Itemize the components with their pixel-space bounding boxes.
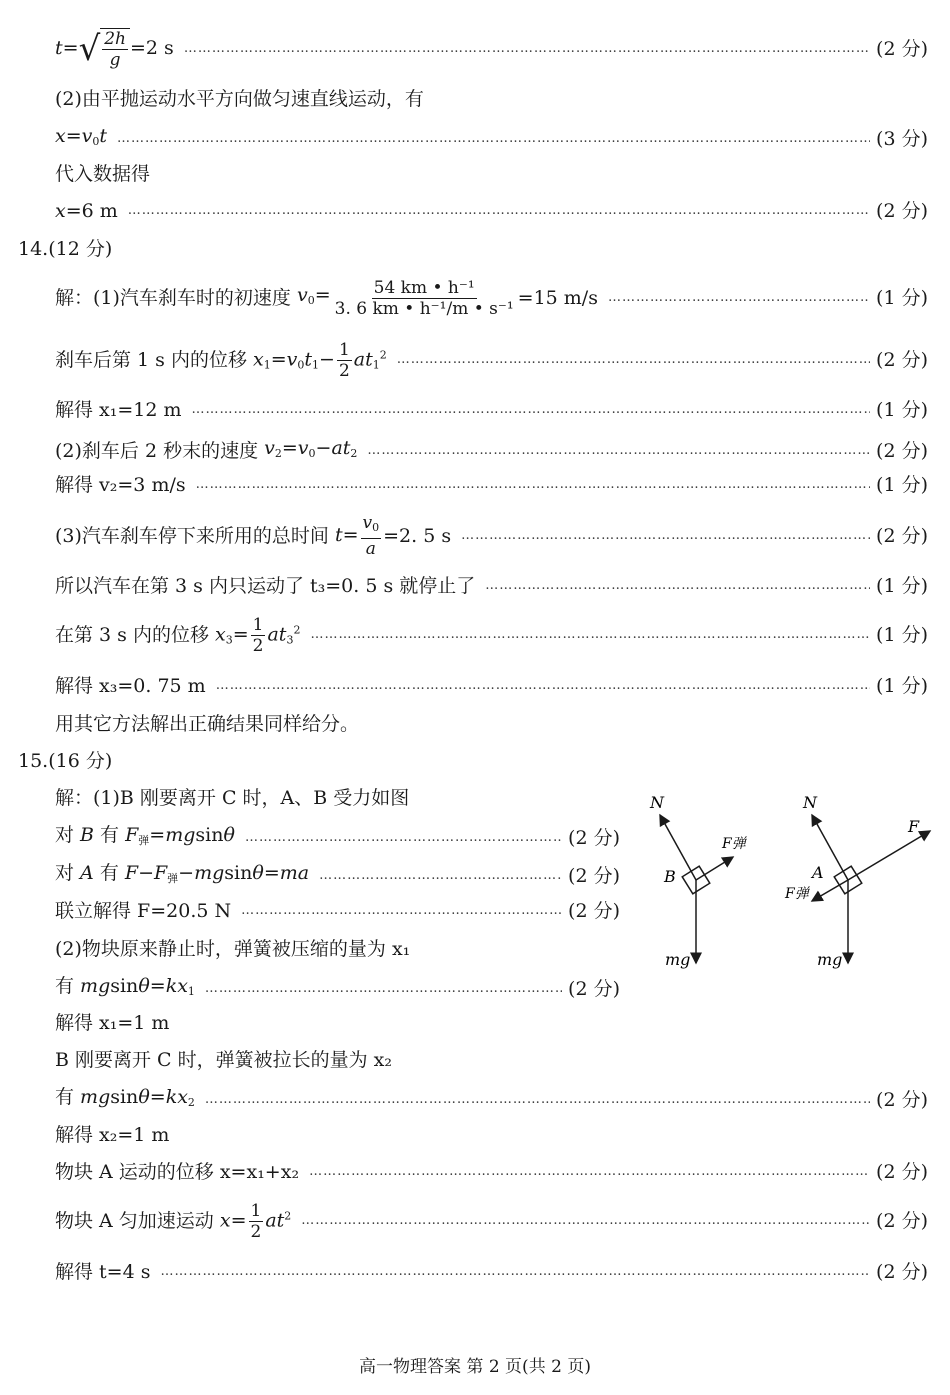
score: (2 分) <box>876 440 928 462</box>
q14-line-2: 刹车后第 1 s 内的位移 $x_1=v_0t_1-$ $\frac{1}{2}$ $at_1^2$ ……………………………………………………………………………………………………………………………………………………………………………………………………………… (2 分) <box>55 336 928 384</box>
q14-line-8: 在第 3 s 内的位移 $x_3=$ $\frac{1}{2}$ $at_3^2$ ……………………………………………………………………………………………………………………………………………………………………………………………………………… (1 分) <box>55 611 928 659</box>
score: (1 分) <box>876 474 928 496</box>
dot-leader <box>205 1087 870 1113</box>
dot-leader <box>160 1259 870 1285</box>
dot-leader <box>196 472 870 498</box>
dot-leader <box>245 825 562 851</box>
q15-line-9: 有 $mgsin\theta=kx_2$ ……………………………………………………………………………………………………………………………………………………………………………………………………………… (2 分) <box>55 1084 928 1116</box>
q13-line-4: 代入数据得 <box>55 163 151 185</box>
q15-line-1: 解：(1)B 刚要离开 C 时，A、B 受力如图 <box>55 787 410 809</box>
label-n-a: N <box>803 793 817 812</box>
dot-leader <box>397 347 870 373</box>
label-f-a: F <box>908 817 920 836</box>
q14-line-3: 解得 x₁=12 m ……………………………………………………………………………………………………………………………………………………………………………………………………………… (1 分) <box>55 397 928 423</box>
score: (2 分) <box>568 978 620 1000</box>
label-n-b: N <box>650 793 664 812</box>
dot-leader <box>309 1159 870 1185</box>
score: (2 分) <box>876 38 928 60</box>
score: (1 分) <box>876 399 928 421</box>
block-a-diagram <box>784 793 930 969</box>
q15-heading: 15.(16 分) <box>18 750 113 772</box>
dot-leader <box>184 36 870 62</box>
q13-line-3: $x=v_0t$ ……………………………………………………………………………………………………………………………………………………………………………………………………………… (3 分) <box>55 123 928 155</box>
q14-line-9: 解得 x₃=0. 75 m ……………………………………………………………………………………………………………………………………………………………………………………………………………… (1 分) <box>55 673 928 699</box>
q14-line-7: 所以汽车在第 3 s 内只运动了 t₃=0. 5 s 就停止了 ……………………………………………………………………………………………………………………………………………………………………………………………………………… (1 分) <box>55 573 928 599</box>
q15-line-8: B 刚要离开 C 时，弹簧被拉长的量为 x₂ <box>55 1049 392 1071</box>
score: (1 分) <box>876 675 928 697</box>
dot-leader <box>117 126 870 152</box>
q15-line-3: 对 A 有 $F-F_弹-mgsin\theta=ma$ ……………………………………………………………………………………………………………………………………………………………………………………………………………… (2 分) <box>55 860 620 892</box>
q15-line-5: (2)物块原来静止时，弹簧被压缩的量为 x₁ <box>55 938 411 960</box>
score: (2 分) <box>876 1261 928 1283</box>
score: (2 分) <box>568 827 620 849</box>
dot-leader <box>319 863 562 889</box>
q15-line-7: 解得 x₁=1 m <box>55 1012 170 1034</box>
q13-line-2: (2)由平抛运动水平方向做匀速直线运动，有 <box>55 88 424 110</box>
dot-leader <box>461 523 870 549</box>
dot-leader <box>205 976 562 1002</box>
force-diagrams <box>640 780 940 980</box>
label-mg-a: mg <box>817 950 843 969</box>
q14-line-6: (3)汽车刹车停下来所用的总时间 t= $\frac{v_0}{a}$ =2. 5 s ……………………………………………………………………………………………………………………………………………………………………………………………………………… (2 分) <box>55 512 928 560</box>
dot-leader <box>128 198 870 224</box>
score: (1 分) <box>876 287 928 309</box>
score: (1 分) <box>876 575 928 597</box>
dot-leader <box>216 673 870 699</box>
applied-force-arrow-a <box>848 831 930 880</box>
dot-leader <box>367 438 870 464</box>
q15-line-12: 物块 A 匀加速运动 x= $\frac{1}{2}$ $at^2$ ……………………………………………………………………………………………………………………………………………………………………………………………………………… (2 分) <box>55 1197 928 1245</box>
label-fspring-a: F弹 <box>785 886 809 902</box>
label-mg-b: mg <box>665 950 691 969</box>
label-a: A <box>812 863 824 882</box>
dot-leader <box>485 573 870 599</box>
q14-line-5: 解得 v₂=3 m/s ……………………………………………………………………………………………………………………………………………………………………………………………………………… (1 分) <box>55 472 928 498</box>
speed-fraction: $\frac{\text{54 km • h⁻¹}}{\text{3. 6 km • h⁻¹/m • s⁻¹}}$ <box>334 277 514 319</box>
dot-leader <box>192 397 871 423</box>
dot-leader <box>310 622 870 648</box>
q15-line-13: 解得 t=4 s ……………………………………………………………………………………………………………………………………………………………………………………………………………… (2 分) <box>55 1259 928 1285</box>
dot-leader <box>241 898 562 924</box>
spring-force-arrow-b <box>696 857 733 880</box>
score: (2 分) <box>876 1161 928 1183</box>
score: (3 分) <box>876 128 928 150</box>
q15-line-11: 物块 A 运动的位移 x=x₁+x₂ ……………………………………………………………………………………………………………………………………………………………………………………………………………… (2 分) <box>55 1159 928 1185</box>
dot-leader <box>608 285 870 311</box>
score: (2 分) <box>568 865 620 887</box>
score: (2 分) <box>876 200 928 222</box>
score: (2 分) <box>876 349 928 371</box>
q14-line-10: 用其它方法解出正确结果同样给分。 <box>55 713 360 735</box>
label-fspring-b: F弹 <box>722 836 746 852</box>
page-footer: 高一物理答案 第 2 页(共 2 页) <box>359 1357 591 1377</box>
dot-leader <box>301 1208 870 1234</box>
block-b-diagram <box>649 793 748 969</box>
q13-line-time: t= √ $\frac{2h}{g}$ =2 s ……………………………………………………………………………………………………………………………………………………………………………………………………………… (2 分) <box>55 24 928 74</box>
q14-line-1: 解：(1)汽车刹车时的初速度 $v_0=$ $\frac{\text{54 km • h⁻¹}}{\text{3. 6 km • h⁻¹/m • s⁻¹}}$ =15 m/s ……………………………………………………………………………………………………………………………………………………………………………………………………………… (1 分) <box>55 272 928 324</box>
score: (2 分) <box>568 900 620 922</box>
q15-line-4: 联立解得 F=20.5 N ……………………………………………………………………………………………………………………………………………………………………………………………………………… (2 分) <box>55 898 620 924</box>
q14-heading: 14.(12 分) <box>18 238 113 260</box>
q15-line-6: 有 $mgsin\theta=kx_1$ ……………………………………………………………………………………………………………………………………………………………………………………………………………… (2 分) <box>55 973 620 1005</box>
q13-line-5: x=6 m ……………………………………………………………………………………………………………………………………………………………………………………………………………… (2 分) <box>55 198 928 224</box>
score: (2 分) <box>876 1210 928 1232</box>
score: (2 分) <box>876 525 928 547</box>
q14-line-4: (2)刹车后 2 秒末的速度 $v_2=v_0-at_2$ ……………………………………………………………………………………………………………………………………………………………………………………………………………… (2 分) <box>55 435 928 467</box>
score: (2 分) <box>876 1089 928 1111</box>
q15-line-10: 解得 x₂=1 m <box>55 1124 170 1146</box>
q15-line-2: 对 B 有 $F_弹=mgsin\theta$ ……………………………………………………………………………………………………………………………………………………………………………………………………………… (2 分) <box>55 822 620 854</box>
label-b: B <box>664 867 676 886</box>
score: (1 分) <box>876 624 928 646</box>
